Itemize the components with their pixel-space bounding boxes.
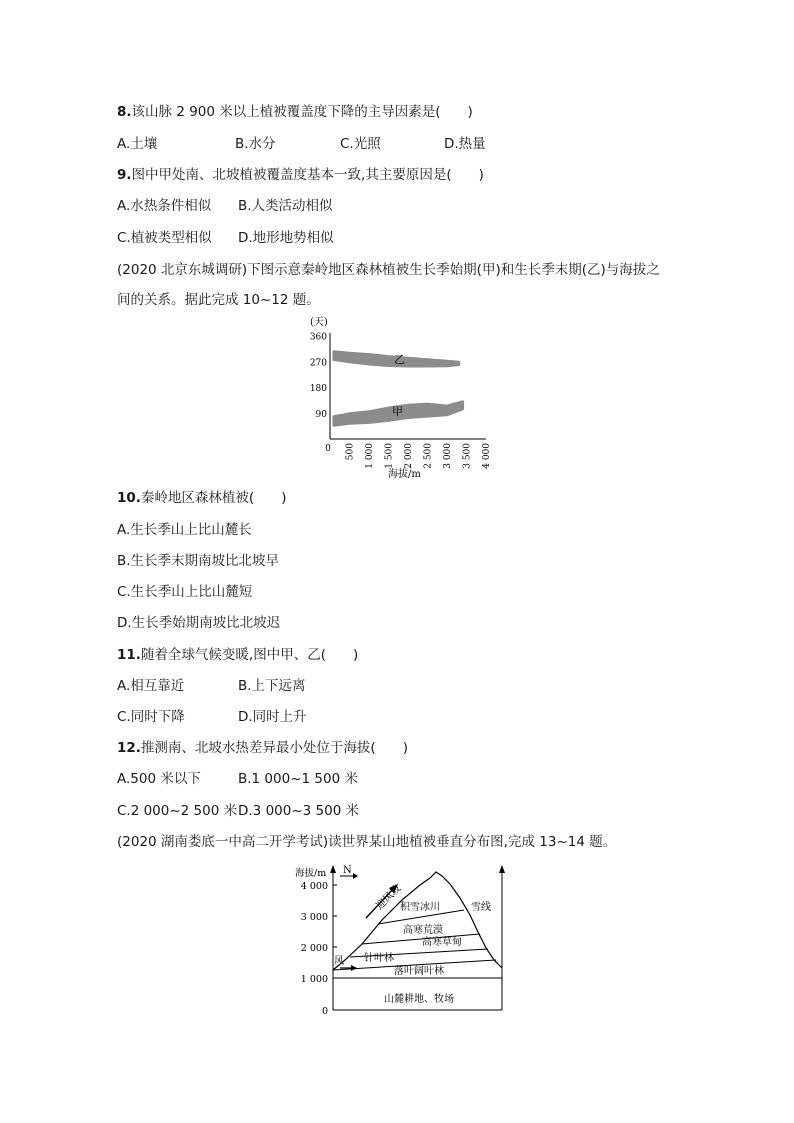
option-d[interactable]: D.3 000~3 500 米	[238, 803, 360, 819]
option-a[interactable]: A.500 米以下	[117, 771, 201, 787]
north-label: N	[343, 865, 352, 876]
question-8	[117, 103, 473, 121]
question-number: 12.	[117, 740, 141, 756]
intro-text: (2020 湖南娄底一中高二开学考试)读世界某山地植被垂直分布图,完成 13~14 题。	[117, 834, 617, 850]
option-d[interactable]: D.热量	[444, 136, 486, 152]
question-text: 随着全球气候变暖,图中甲、乙( )	[140, 647, 359, 663]
option-c[interactable]: C.植被类型相似	[117, 230, 212, 246]
growing-season-chart	[300, 312, 500, 484]
north-arrowhead-icon	[353, 873, 358, 879]
y-tick: 1 000	[300, 974, 328, 985]
option-d[interactable]: D.同时上升	[238, 709, 307, 725]
question-text: 该山脉 2 900 米以上植被覆盖度下降的主导因素是( )	[131, 104, 473, 120]
option-b[interactable]: B.水分	[235, 136, 276, 152]
question-number: 10.	[117, 490, 141, 506]
option-d[interactable]: D.地形地势相似	[238, 230, 334, 246]
question-number: 11.	[117, 647, 141, 663]
zone-label: 高寒荒漠	[403, 925, 443, 936]
question-text: 图中甲处南、北坡植被覆盖度基本一致,其主要原因是( )	[131, 167, 484, 183]
zone-label: 落叶阔叶林	[394, 966, 444, 977]
question-number: 9.	[117, 167, 132, 183]
vegetation-zone-diagram	[290, 860, 520, 1020]
y-tick-label: 270	[309, 358, 327, 369]
option-a[interactable]: A.生长季山上比山麓长	[117, 522, 252, 538]
x-tick-label: 2 000	[404, 443, 414, 469]
y-tick: 0	[321, 1006, 328, 1017]
question-text: 秦岭地区森林植被( )	[140, 490, 287, 506]
band-label-jia: 甲	[392, 405, 403, 418]
x-tick-label: 3 000	[443, 443, 453, 469]
x-tick-label: 0	[325, 444, 331, 454]
zone-label: 高寒草甸	[422, 937, 462, 948]
windward-label: 迎风坡	[374, 883, 404, 913]
zone-label: 针叶林	[364, 953, 394, 964]
option-b[interactable]: B.生长季末期南坡比北坡早	[117, 553, 280, 569]
question-11	[117, 646, 358, 664]
wind-arrowhead-icon	[351, 965, 357, 971]
x-tick-label: 2 500	[423, 443, 434, 469]
option-c[interactable]: C.2 000~2 500 米	[117, 803, 238, 819]
option-a[interactable]: A.相互靠近	[117, 678, 185, 694]
intro-text: (2020 北京东城调研)下图示意秦岭地区森林植被生长季始期(甲)和生长季末期(乙)与海拔之	[117, 262, 660, 278]
option-c[interactable]: C.生长季山上比山麓短	[117, 584, 253, 600]
question-10	[117, 489, 286, 507]
question-12	[117, 739, 408, 757]
option-c[interactable]: C.光照	[340, 136, 381, 152]
x-tick-label: 1 000	[365, 443, 375, 469]
option-a[interactable]: A.水热条件相似	[117, 198, 212, 214]
option-c[interactable]: C.同时下降	[117, 709, 185, 725]
zone-label: 积雪冰川	[400, 902, 440, 913]
question-text: 推测南、北坡水热差异最小处位于海拔( )	[140, 740, 408, 756]
y-tick: 4 000	[300, 881, 328, 892]
x-tick-label: 3 500	[462, 443, 473, 469]
option-a[interactable]: A.土壤	[117, 136, 158, 152]
y-tick-label: 90	[315, 409, 327, 420]
option-b[interactable]: B.1 000~1 500 米	[238, 771, 358, 787]
question-9	[117, 166, 484, 184]
x-tick-label: 1 500	[384, 443, 395, 469]
snowline-label: 雪线	[471, 902, 491, 913]
option-d[interactable]: D.生长季始期南坡比北坡迟	[117, 615, 281, 631]
y-axis-label: 海拔/m	[295, 868, 327, 879]
zone-label: 山麓耕地、牧场	[384, 994, 454, 1005]
right-axis-arrow	[499, 865, 505, 873]
y-tick-label: 180	[309, 384, 327, 394]
y-unit-label: (天)	[310, 317, 328, 328]
x-tick-label: 500	[345, 443, 356, 461]
option-b[interactable]: B.上下远离	[238, 678, 306, 694]
x-axis-label: 海拔/m	[388, 469, 421, 480]
wind-label: 风	[334, 956, 344, 967]
option-b[interactable]: B.人类活动相似	[238, 198, 333, 214]
intro-text: 间的关系。据此完成 10~12 题。	[117, 292, 320, 308]
question-number: 8.	[117, 104, 132, 120]
x-tick-label: 4 000	[482, 443, 492, 469]
y-tick-label: 360	[309, 332, 327, 343]
mountain-outline	[333, 872, 502, 970]
y-axis-arrow	[330, 865, 336, 873]
band-label-yi: 乙	[394, 353, 405, 366]
y-tick: 2 000	[300, 943, 328, 954]
y-tick: 3 000	[300, 912, 328, 923]
